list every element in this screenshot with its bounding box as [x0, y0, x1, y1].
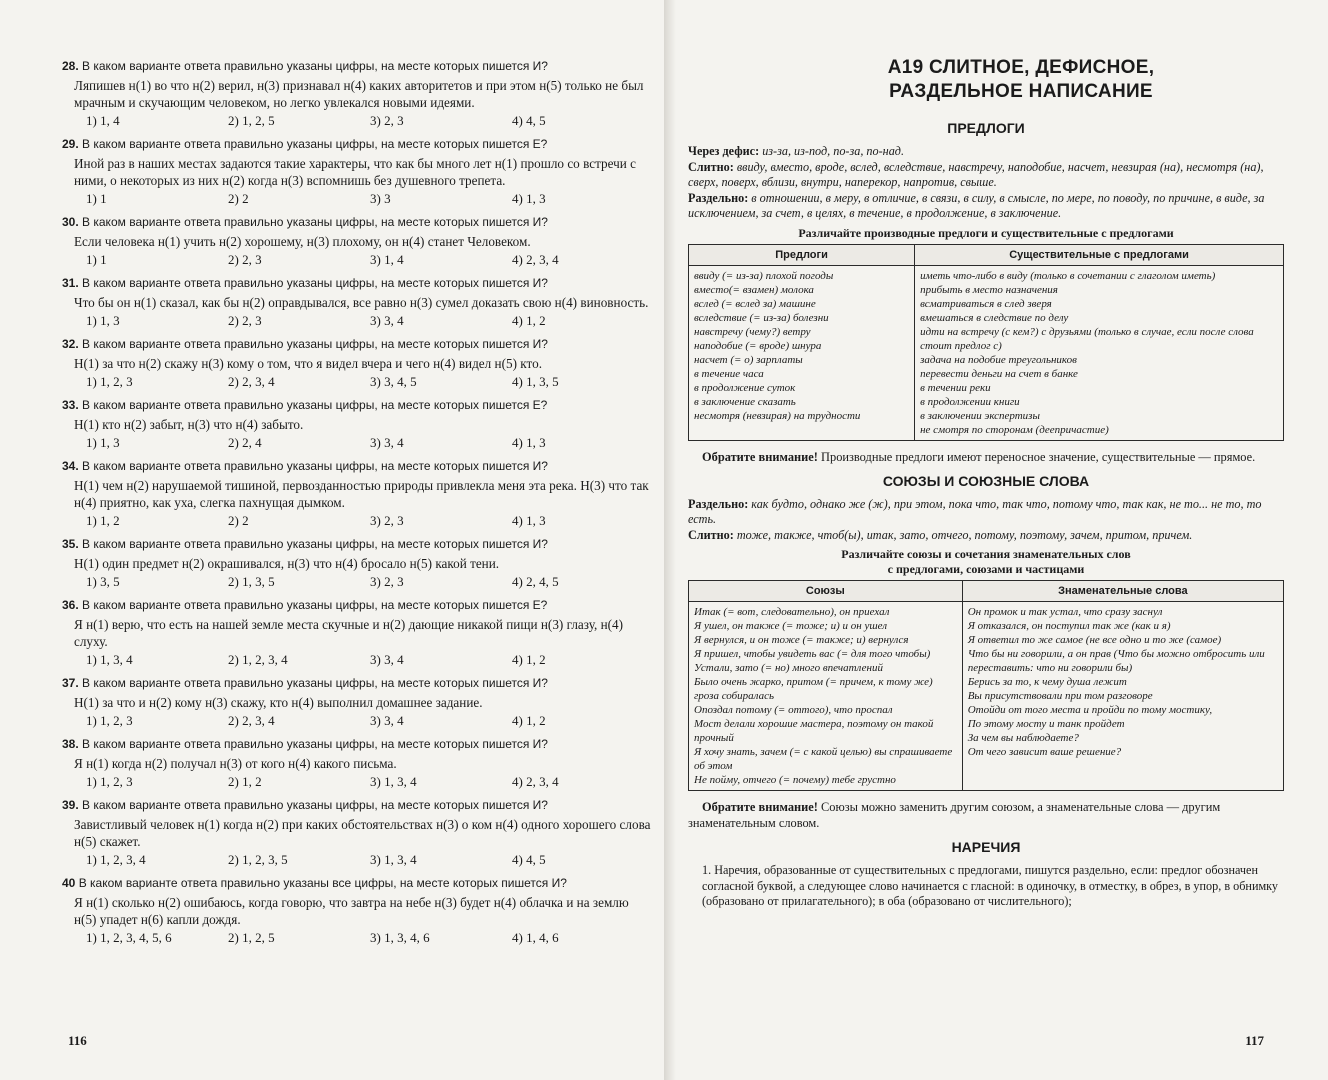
table-cell-line: навстречу (чему?) ветру — [694, 325, 811, 338]
answer-option: 1) 1 — [86, 191, 107, 206]
answer-option: 1) 1, 2 — [86, 513, 120, 528]
answer-option: 1) 1, 3 — [86, 313, 120, 328]
question — [62, 58, 654, 129]
answer-option: 2) 1, 3, 5 — [228, 574, 275, 589]
question-prompt-text: В каком варианте ответа правильно указаны цифры, на месте которых пишется И? — [82, 337, 548, 351]
answer-options — [62, 513, 654, 529]
table-cell-line: Я пришел, чтобы увидеть вас (= для того чтобы) — [694, 648, 931, 660]
prep-hyphen-rule — [688, 144, 1284, 160]
question-number: 36. — [62, 598, 79, 612]
table-cell-line: Я хочу знать, зачем (= с какой целью) вы спрашиваете об этом — [694, 746, 953, 772]
table-cell-line: вследствие (= из-за) болезни — [694, 311, 829, 324]
question-prompt — [62, 675, 654, 691]
answer-options — [62, 252, 654, 268]
table-cell-line: Я вернулся, и он тоже (= также; и) вернулся — [694, 634, 909, 646]
prep-separate-values: в отношении, в меру, в отличие, в связи, в силу, в смысле, по мере, по поводу, по причине, в виде, за исключением, за счет, в целях, в течение, в продолжение, в заключение. — [688, 190, 1265, 220]
prep-note-label: Обратите внимание! — [702, 449, 818, 464]
question-prompt-text: В каком варианте ответа правильно указаны цифры, на месте которых пишется И? — [82, 737, 548, 751]
answer-options — [62, 774, 654, 790]
answer-option: 4) 1, 2 — [512, 713, 546, 728]
question-sentence: Н(1) за что н(2) скажу н(3) кому о том, что я видел вчера и чего н(4) видел н(5) кто. — [74, 356, 542, 371]
answer-options — [62, 191, 654, 207]
prep-table-caption: Различайте производные предлоги и существительные с предлогами — [798, 225, 1174, 240]
answer-options — [62, 313, 654, 329]
adverbs-rule-1: 1. Наречия, образованные от существительных с предлогами, пишутся раздельно, если: предлог обозначен согласной буквой, а следующее слово начинается с гласной: в одиночку, в отместку, в обрез, в упор, в обнимку (образовано от прилагательного); в оба (образовано от числительного); — [702, 863, 1279, 908]
table-cell-line: По этому мосту и танк пройдет — [967, 718, 1125, 730]
page-number-right: 117 — [1245, 1033, 1264, 1048]
prep-solid-values: ввиду, вместо, вроде, вслед, вследствие, навстречу, наподобие, насчет, невзирая (на), несмотря (на), сверх, поверх, вблизи, внутри, наперекор, напротив, свыше. — [688, 159, 1264, 189]
question — [62, 675, 654, 729]
question-number: 32. — [62, 337, 79, 351]
answer-option: 3) 1, 3, 4 — [370, 852, 417, 867]
answer-option: 2) 2 — [228, 513, 249, 528]
conj-table-col-conjunctions — [689, 602, 963, 791]
answer-option: 1) 3, 5 — [86, 574, 120, 589]
answer-option: 1) 1, 3 — [86, 435, 120, 450]
answer-option: 4) 1, 4, 6 — [512, 930, 559, 945]
question-number: 34. — [62, 459, 79, 473]
answer-option: 4) 1, 3 — [512, 435, 546, 450]
table-cell-line: в заключение сказать — [694, 395, 796, 408]
answer-option: 2) 2, 3, 4 — [228, 713, 275, 728]
answer-option: 3) 3, 4 — [370, 652, 404, 667]
table-cell-line: Я ответил то же самое (не все одно и то же (самое) — [967, 634, 1222, 646]
question — [62, 458, 654, 529]
answer-option: 4) 2, 4, 5 — [512, 574, 559, 589]
answer-option: 1) 1 — [86, 252, 107, 267]
prep-table-header-2: Существительные с предлогами — [915, 244, 1284, 265]
table-cell-line: Я отказался, он поступил так же (как и я) — [967, 620, 1171, 632]
table-cell-line: идти на встречу (с кем?) с друзьями (только в случае, если после слова стоит предлог с) — [920, 325, 1254, 352]
table-cell-line: в заключении экспертизы — [920, 409, 1040, 422]
table-cell-line: вслед (= вслед за) машине — [694, 297, 816, 310]
answer-option: 2) 2, 4 — [228, 435, 262, 450]
answer-option: 3) 2, 3 — [370, 574, 404, 589]
question-number: 31. — [62, 276, 79, 290]
answer-option: 4) 2, 3, 4 — [512, 774, 559, 789]
conj-solid-rule — [688, 528, 1284, 544]
answer-option: 4) 1, 2 — [512, 313, 546, 328]
question-sentence: Если человека н(1) учить н(2) хорошему, н(3) плохому, он н(4) станет Человеком. — [74, 234, 531, 249]
title-line-1: А19 СЛИТНОЕ, ДЕФИСНОЕ, — [887, 57, 1155, 78]
conj-separate-label: Раздельно: — [688, 496, 749, 511]
prepositions-table — [688, 244, 1284, 441]
answer-option: 3) 1, 4 — [370, 252, 404, 267]
table-cell-line: Берись за то, к чему душа лежит — [967, 676, 1127, 688]
table-cell-line: в течении реки — [920, 381, 991, 394]
question-prompt-text: В каком варианте ответа правильно указаны цифры, на месте которых пишется И? — [82, 459, 548, 473]
question-prompt — [62, 597, 654, 613]
question-prompt-text: В каком варианте ответа правильно указаны цифры, на месте которых пишется И? — [82, 59, 548, 73]
prepositions-heading: ПРЕДЛОГИ — [947, 120, 1025, 136]
prep-note-text: Производные предлоги имеют переносное значение, существительные — прямое. — [821, 449, 1256, 464]
question-number: 38. — [62, 737, 79, 751]
question-prompt — [62, 336, 654, 352]
answer-options — [62, 113, 654, 129]
answer-option: 1) 1, 2, 3 — [86, 374, 133, 389]
prep-hyphen-label: Через дефис: — [688, 144, 760, 158]
section-title — [758, 56, 1284, 104]
table-cell-line: вмешаться в следствие по делу — [920, 311, 1069, 324]
table-cell-line: всматриваться в след зверя — [920, 297, 1052, 310]
conj-table-caption-line-2: с предлогами, союзами и частицами — [887, 562, 1085, 576]
table-cell-line: Отойди от того места и пройди по тому мостику, — [967, 704, 1213, 716]
conj-solid-values: тоже, также, чтоб(ы), итак, зато, отчего, потому, поэтому, зачем, притом, причем. — [736, 527, 1193, 542]
answer-option: 3) 2, 3 — [370, 113, 404, 128]
answer-option: 4) 4, 5 — [512, 852, 546, 867]
question-prompt-text: В каком варианте ответа правильно указаны цифры, на месте которых пишется И? — [82, 276, 548, 290]
answer-option: 2) 1, 2 — [228, 774, 262, 789]
table-cell-line: Не пойму, отчего (= почему) тебе грустно — [694, 774, 896, 786]
table-cell-line: Итак (= вот, следовательно), он приехал — [694, 606, 890, 618]
question — [62, 397, 654, 451]
answer-option: 1) 1, 3, 4 — [86, 652, 133, 667]
question-sentence: Н(1) чем н(2) нарушаемой тишиной, первозданностью природы привлекла меня эта река. Н(3) что так н(4) приятно, как уха, слегка пахнущая дымком. — [74, 478, 649, 510]
answer-option: 3) 3, 4 — [370, 435, 404, 450]
conj-table-caption — [688, 547, 1284, 577]
answer-option: 4) 2, 3, 4 — [512, 252, 559, 267]
question-sentence: Завистливый человек н(1) когда н(2) при каких обстоятельствах н(3) о ком н(4) одного хорошего слова н(5) скажет. — [74, 817, 651, 849]
table-cell-line: Что бы ни говорили, а он прав (Что бы можно отбросить или переставить: что ни говорили бы) — [967, 648, 1265, 674]
question-sentence: Н(1) один предмет н(2) окрашивался, н(3) что н(4) бросало н(5) какой тени. — [74, 556, 500, 571]
question-prompt — [62, 458, 654, 474]
conj-note-label: Обратите внимание! — [702, 800, 818, 814]
answer-option: 2) 2, 3, 4 — [228, 374, 275, 389]
question-sentence: Я н(1) сколько н(2) ошибаюсь, когда говорю, что завтра на небе н(3) будет н(4) облачка и на землю н(5) упадет н(6) капли дождя. — [74, 895, 629, 927]
answer-option: 3) 3, 4 — [370, 313, 404, 328]
table-cell-line: в продолжение суток — [694, 381, 796, 394]
table-cell-line: наподобие (= вроде) шнура — [694, 339, 822, 352]
adverbs-heading: НАРЕЧИЯ — [951, 839, 1021, 855]
question-prompt — [62, 875, 654, 891]
answer-option: 2) 1, 2, 3, 4 — [228, 652, 288, 667]
question-sentence: Я н(1) когда н(2) получал н(3) от кого н(4) какого письма. — [74, 756, 397, 771]
question — [62, 597, 654, 668]
question-sentence: Н(1) за что и н(2) кому н(3) скажу, кто н(4) выполнил домашнее задание. — [74, 695, 483, 710]
prep-table-col-nouns — [915, 265, 1284, 440]
answer-option: 3) 3, 4, 5 — [370, 374, 417, 389]
title-line-2: РАЗДЕЛЬНОЕ НАПИСАНИЕ — [889, 81, 1153, 102]
answer-option: 1) 1, 2, 3 — [86, 713, 133, 728]
answer-option: 3) 1, 3, 4, 6 — [370, 930, 430, 945]
question-prompt — [62, 736, 654, 752]
answer-option: 2) 2, 3 — [228, 252, 262, 267]
question — [62, 136, 654, 207]
answer-options — [62, 574, 654, 590]
table-cell-line: Было очень жарко, притом (= причем, к тому же) гроза собиралась — [694, 676, 933, 702]
question-sentence: Иной раз в наших местах задаются такие характеры, что как бы много лет н(1) прошло со встречи с ними, о некоторых из них н(2) когда н(3) вспомнишь без душевного трепета. — [74, 156, 636, 188]
question-prompt — [62, 797, 654, 813]
prep-solid-rule — [688, 160, 1284, 191]
table-cell-line: Он промок и так устал, что сразу заснул — [967, 606, 1163, 618]
table-cell-line: перевести деньги на счет в банке — [920, 367, 1078, 380]
question-number: 28. — [62, 59, 79, 73]
question-number: 40 — [62, 876, 76, 890]
table-cell-line: в течение часа — [694, 367, 764, 380]
conj-separate-rule — [688, 497, 1284, 528]
conj-table-caption-line-1: Различайте союзы и сочетания знаменательных слов — [841, 547, 1131, 561]
table-cell-line: насчет (= о) зарплаты — [694, 353, 803, 366]
table-cell-line: Устали, зато (= но) много впечатлений — [694, 662, 883, 674]
question-prompt-text: В каком варианте ответа правильно указаны цифры, на месте которых пишется И? — [82, 798, 548, 812]
question-sentence: Что бы он н(1) сказал, как бы н(2) оправдывался, все равно н(3) сумел доказать свою н(4) виновность. — [74, 295, 649, 310]
answer-option: 2) 1, 2, 3, 5 — [228, 852, 288, 867]
question-prompt-text: В каком варианте ответа правильно указаны все цифры, на месте которых пишется И? — [78, 876, 567, 890]
question-number: 37. — [62, 676, 79, 690]
question — [62, 797, 654, 868]
conj-solid-label: Слитно: — [688, 527, 734, 542]
question-prompt-text: В каком варианте ответа правильно указаны цифры, на месте которых пишется И? — [82, 676, 548, 690]
answer-option: 1) 1, 2, 3 — [86, 774, 133, 789]
prep-note — [688, 449, 1284, 465]
table-cell-line: вместо(= взамен) молока — [694, 283, 814, 296]
table-cell-line: Опоздал потому (= оттого), что проспал — [694, 704, 893, 716]
question-prompt — [62, 58, 654, 74]
table-cell-line: в продолжении книги — [920, 395, 1020, 408]
table-cell-line: От чего зависит ваше решение? — [967, 746, 1122, 758]
table-cell-line: иметь что-либо в виду (только в сочетании с глаголом иметь) — [920, 269, 1216, 282]
table-cell-line: Вы присутствовали при том разговоре — [967, 690, 1153, 702]
right-page — [676, 0, 1328, 1080]
conj-table-col-words — [962, 602, 1283, 791]
question-prompt — [62, 275, 654, 291]
prep-table-col-prepositions — [689, 265, 915, 440]
answer-option: 2) 1, 2, 5 — [228, 113, 275, 128]
table-cell-line: Я ушел, он также (= тоже; и) и он ушел — [694, 620, 888, 632]
question-prompt — [62, 536, 654, 552]
question-number: 39. — [62, 798, 79, 812]
question — [62, 275, 654, 329]
answer-option: 4) 1, 3, 5 — [512, 374, 559, 389]
question-number: 35. — [62, 537, 79, 551]
question-prompt-text: В каком варианте ответа правильно указаны цифры, на месте которых пишется Е? — [82, 137, 548, 151]
answer-option: 3) 3, 4 — [370, 713, 404, 728]
answer-option: 2) 1, 2, 5 — [228, 930, 275, 945]
conj-table-header-2: Знаменательные слова — [962, 581, 1283, 602]
answer-options — [62, 374, 654, 390]
answer-option: 1) 1, 2, 3, 4 — [86, 852, 146, 867]
answer-option: 2) 2, 3 — [228, 313, 262, 328]
answer-options — [62, 852, 654, 868]
question — [62, 875, 654, 946]
table-cell-line: Мост делали хорошие мастера, поэтому он такой прочный — [694, 718, 934, 744]
table-cell-line: несмотря (невзирая) на трудности — [694, 409, 861, 422]
question-number: 29. — [62, 137, 79, 151]
table-cell-line: За чем вы наблюдаете? — [967, 732, 1079, 744]
answer-option: 1) 1, 2, 3, 4, 5, 6 — [86, 930, 172, 945]
answer-option: 3) 1, 3, 4 — [370, 774, 417, 789]
question — [62, 336, 654, 390]
table-cell-line: не смотря по сторонам (деепричастие) — [920, 423, 1109, 436]
table-cell-line: прибыть в место назначения — [920, 283, 1058, 296]
question-prompt — [62, 214, 654, 230]
question-sentence: Н(1) кто н(2) забыт, н(3) что н(4) забыто. — [74, 417, 304, 432]
page-number-left: 116 — [68, 1033, 87, 1048]
question-sentence: Я н(1) верю, что есть на нашей земле места скучные и н(2) дающие никакой пищи н(3) глазу, н(4) слуху. — [74, 617, 624, 649]
answer-option: 4) 4, 5 — [512, 113, 546, 128]
answer-option: 1) 1, 4 — [86, 113, 120, 128]
question-list — [62, 58, 654, 946]
question — [62, 536, 654, 590]
answer-option: 4) 1, 3 — [512, 513, 546, 528]
question-prompt-text: В каком варианте ответа правильно указаны цифры, на месте которых пишется Е? — [82, 598, 548, 612]
conjunctions-table — [688, 580, 1284, 791]
answer-options — [62, 930, 654, 946]
prep-table-header-1: Предлоги — [689, 244, 915, 265]
conj-note — [688, 799, 1284, 831]
answer-options — [62, 652, 654, 668]
conjunctions-heading: СОЮЗЫ И СОЮЗНЫЕ СЛОВА — [882, 472, 1090, 489]
answer-option: 4) 1, 3 — [512, 191, 546, 206]
answer-option: 4) 1, 2 — [512, 652, 546, 667]
question-prompt-text: В каком варианте ответа правильно указаны цифры, на месте которых пишется И? — [82, 537, 548, 551]
question — [62, 214, 654, 268]
question — [62, 736, 654, 790]
question-number: 30. — [62, 215, 79, 229]
question-prompt-text: В каком варианте ответа правильно указаны цифры, на месте которых пишется И? — [82, 215, 548, 229]
conj-separate-values: как будто, однако же (ж), при этом, пока что, так что, потому что, так как, не то... не то, то есть. — [688, 496, 1262, 526]
answer-options — [62, 713, 654, 729]
answer-option: 3) 2, 3 — [370, 513, 404, 528]
table-cell-line: задача на подобие треугольников — [920, 353, 1077, 366]
question-prompt-text: В каком варианте ответа правильно указаны цифры, на месте которых пишется Е? — [82, 398, 548, 412]
conj-table-header-1: Союзы — [689, 581, 963, 602]
prep-separate-rule — [688, 191, 1284, 222]
question-sentence: Ляпишев н(1) во что н(2) верил, н(3) признавал н(4) каких авторитетов и при этом н(5) только не был мрачным и скучающим человеком, но легко увлекался новыми идеями. — [74, 78, 644, 110]
answer-option: 3) 3 — [370, 191, 391, 206]
question-prompt — [62, 136, 654, 152]
prep-separate-label: Раздельно: — [688, 190, 749, 205]
prep-hyphen-values: из-за, из-под, по-за, по-над. — [762, 144, 905, 158]
table-cell-line: ввиду (= из-за) плохой погоды — [694, 269, 834, 282]
question-number: 33. — [62, 398, 79, 412]
answer-option: 2) 2 — [228, 191, 249, 206]
answer-options — [62, 435, 654, 451]
question-prompt — [62, 397, 654, 413]
prep-solid-label: Слитно: — [688, 159, 734, 174]
conj-note-text: Союзы можно заменить другим союзом, а знаменательные слова — другим знаменательным словом. — [688, 800, 1221, 830]
